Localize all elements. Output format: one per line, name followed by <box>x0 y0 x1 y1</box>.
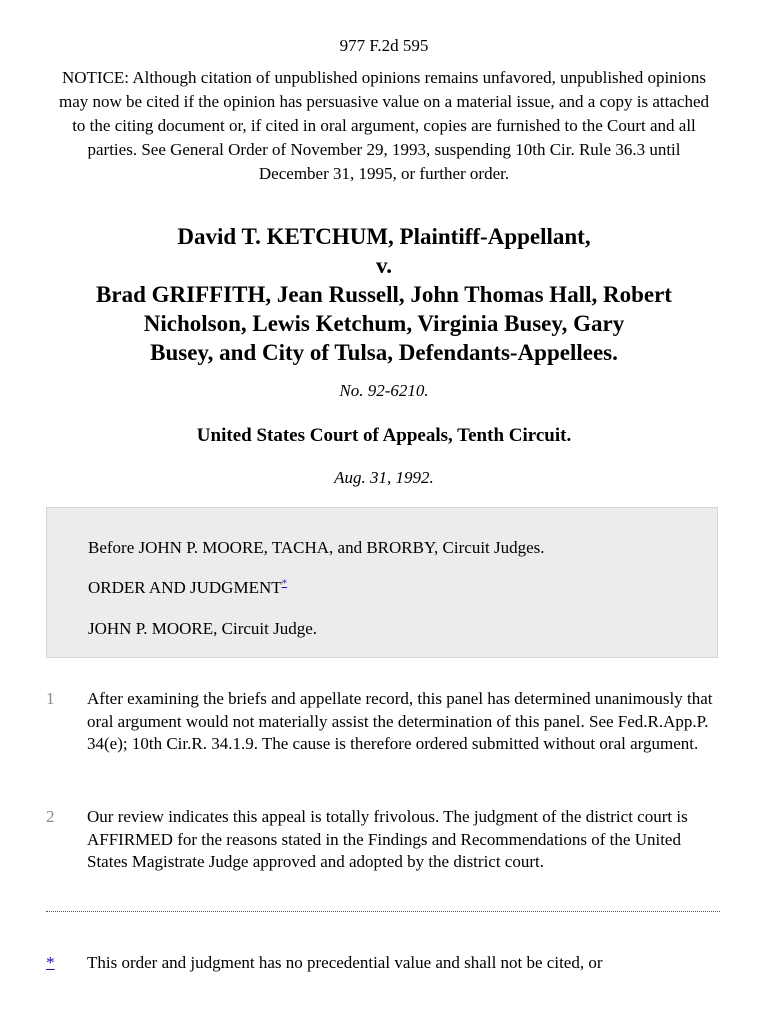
caption-defendants-line: Nicholson, Lewis Ketchum, Virginia Busey, Gary <box>143 311 625 336</box>
opinion-author: JOHN P. MOORE, Circuit Judge. <box>88 619 318 638</box>
caption-defendants-line: Brad GRIFFITH, Jean Russell, John Thomas Hall, Robert <box>96 282 672 307</box>
caption-versus: v. <box>376 253 392 278</box>
footnote-reference-link[interactable]: * <box>281 577 288 590</box>
caption-plaintiff: David T. KETCHUM, Plaintiff-Appellant, <box>177 224 591 249</box>
paragraph-number: 1 <box>46 689 55 708</box>
panel-judges: Before JOHN P. MOORE, TACHA, and BRORBY, Circuit Judges. <box>88 538 545 557</box>
caption-defendants-line: Busey, and City of Tulsa, Defendants-Appellees. <box>150 340 618 365</box>
paragraph-text: Our review indicates this appeal is totally frivolous. The judgment of the district court is AFFIRMED for the reasons stated in the Findings and Recommendations of the United States Magistrate Judge approved and adopted by the district court. <box>87 807 688 871</box>
paragraph-number: 2 <box>46 807 55 826</box>
footnote-text: This order and judgment has no precedential value and shall not be cited, or <box>87 953 603 972</box>
paragraph-text: After examining the briefs and appellate record, this panel has determined unanimously that oral argument would not materially assist the determination of this panel. See Fed.R.App.P. 34(e); 10th Cir.R. 34.1.9. The cause is therefore ordered submitted without oral argument. <box>87 689 713 753</box>
decision-date: Aug. 31, 1992. <box>334 468 434 487</box>
docket-number: No. 92-6210. <box>339 381 429 400</box>
footnote-marker-link[interactable]: * <box>46 953 55 972</box>
footnote-divider <box>46 911 720 912</box>
case-caption <box>40 222 728 367</box>
order-title: ORDER AND JUDGMENT <box>88 578 282 597</box>
order-title-line <box>88 577 287 599</box>
unpublished-notice: NOTICE: Although citation of unpublished opinions remains unfavored, unpublished opinions may now be cited if the opinion has persuasive value on a material issue, and a copy is attached to the citing document or, if cited in oral argument, copies are furnished to the Court and all parties. See General Order of November 29, 1993, suspending 10th Cir. Rule 36.3 until December 31, 1995, or further order. <box>58 68 710 183</box>
case-citation: 977 F.2d 595 <box>339 36 429 55</box>
bench-box <box>46 507 718 658</box>
court-name: United States Court of Appeals, Tenth Circuit. <box>196 425 572 446</box>
